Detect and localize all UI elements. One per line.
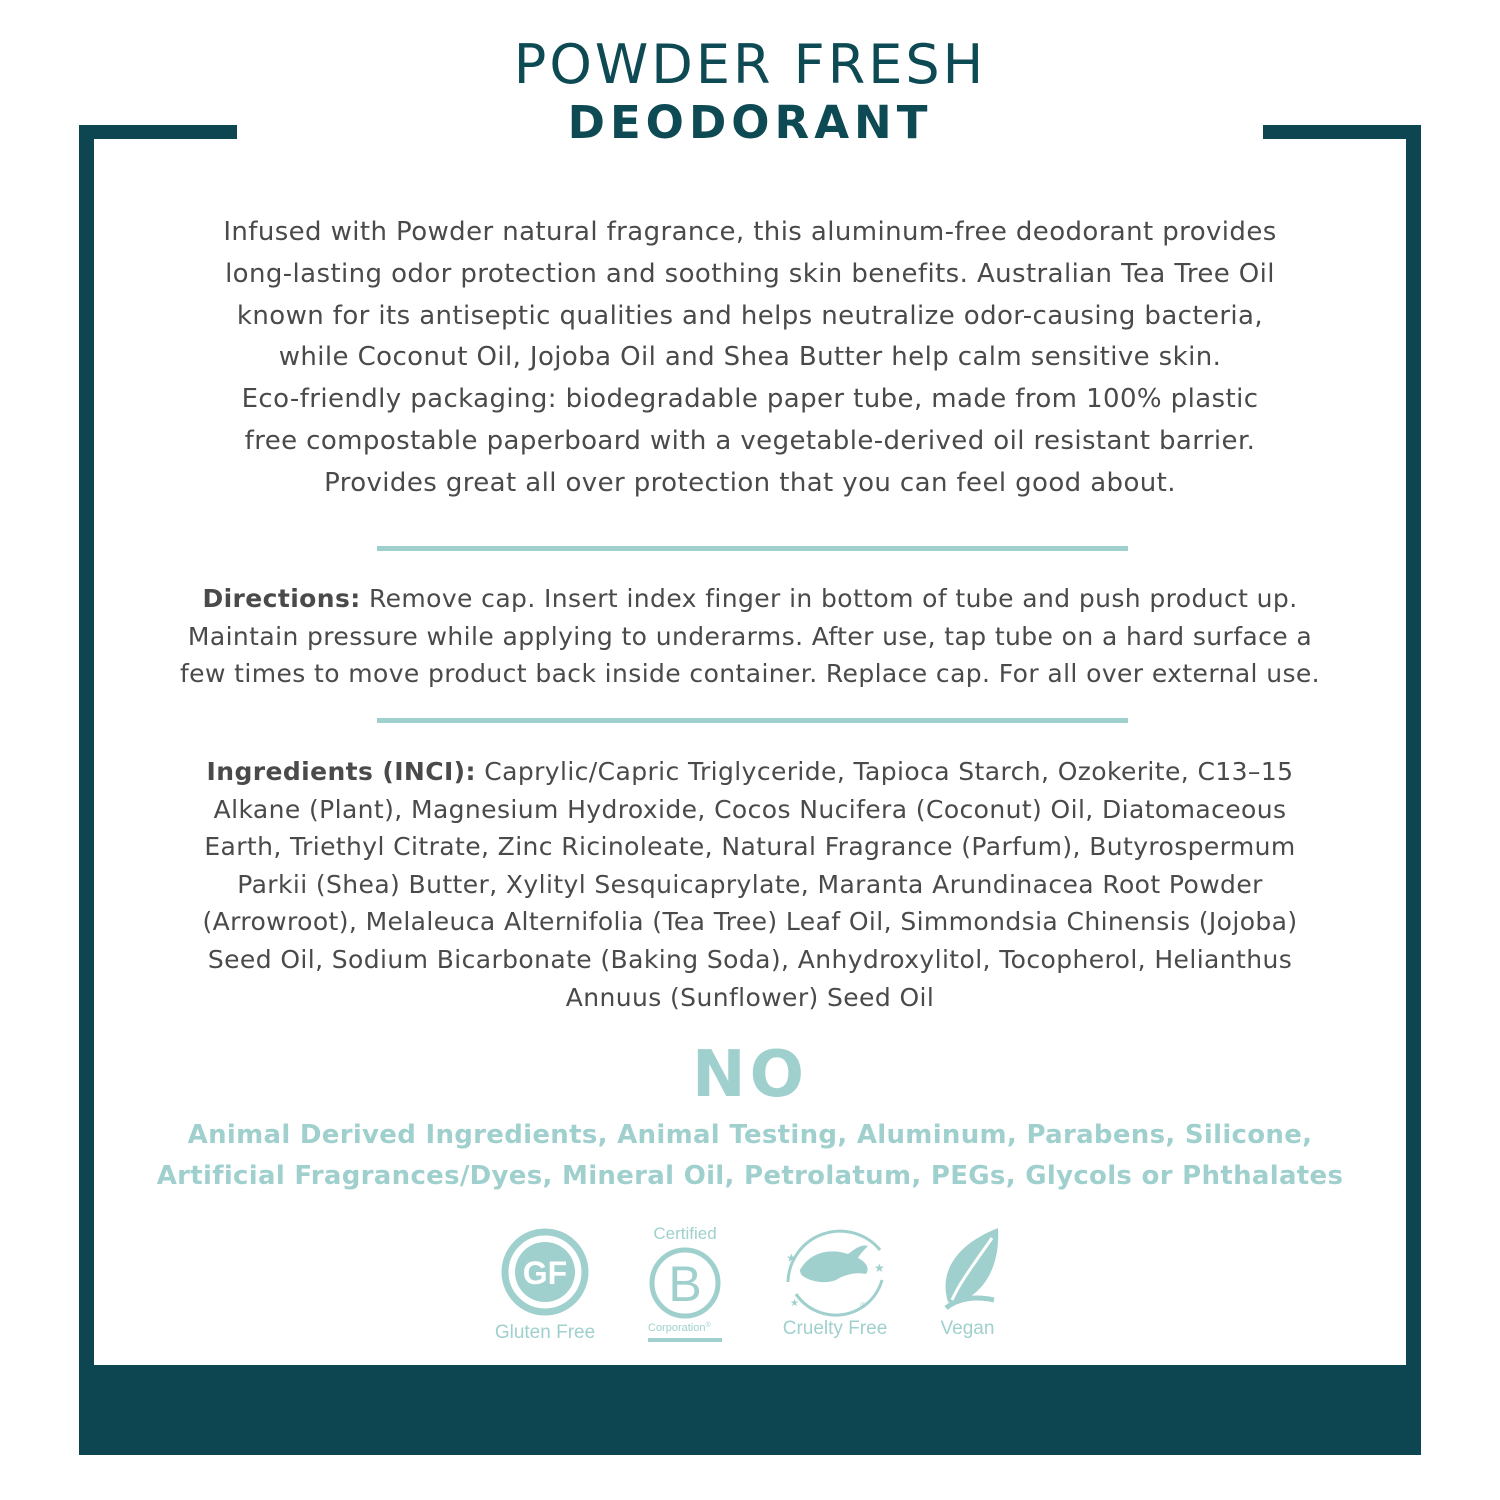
leaf-icon xyxy=(930,1222,1005,1317)
bcorp-reg-mark: ® xyxy=(705,1322,711,1329)
description-line: Infused with Powder natural fragrance, this aluminum-free deodorant provides xyxy=(223,217,1277,247)
description-line: Provides great all over protection that you can feel good about. xyxy=(324,467,1176,498)
divider-bottom xyxy=(377,718,1128,723)
frame-top-left xyxy=(79,125,237,139)
free-from-heading: NO xyxy=(692,1038,808,1112)
svg-text:★: ★ xyxy=(874,1261,885,1275)
bcorp-top-text: Certified xyxy=(653,1224,717,1243)
description-line: known for its antiseptic qualities and helps neutralize odor-causing bacteria, xyxy=(236,300,1264,331)
product-title: POWDER FRESH xyxy=(513,33,987,96)
directions-label: Directions: xyxy=(202,584,361,613)
directions-line: few times to move product back inside container. Replace cap. For all over external use. xyxy=(179,659,1321,688)
ingredients-line: Seed Oil, Sodium Bicarbonate (Baking Soda), Anhydroxylitol, Tocopherol, Helianthus xyxy=(207,944,1293,974)
cruelty-free-caption: Cruelty Free xyxy=(782,1318,888,1339)
description-line: long-lasting odor protection and soothing skin benefits. Australian Tea Tree Oil xyxy=(225,258,1275,289)
divider-top xyxy=(377,546,1128,551)
bcorp-icon xyxy=(640,1246,730,1326)
svg-text:★: ★ xyxy=(790,1298,799,1309)
cruelty-free-badge xyxy=(770,1222,900,1352)
svg-text:★: ★ xyxy=(786,1251,797,1265)
ingredients-line: Alkane (Plant), Magnesium Hydroxide, Cocos Nucifera (Coconut) Oil, Diatomaceous xyxy=(213,794,1287,824)
gluten-free-badge xyxy=(490,1222,600,1352)
cruelty-free-reg-mark: ® xyxy=(860,1301,866,1310)
free-from-line: Animal Derived Ingredients, Animal Testing, Aluminum, Parabens, Silicone, xyxy=(187,1120,1313,1150)
product-subtitle: DEODORANT xyxy=(567,96,933,149)
bcorp-bottom-text: Corporation xyxy=(648,1322,706,1334)
certification-badges xyxy=(0,1222,1500,1352)
description-line: while Coconut Oil, Jojoba Oil and Shea Butter help calm sensitive skin. xyxy=(278,342,1222,373)
leaping-bunny-icon xyxy=(770,1222,900,1317)
ingredients-line: Annuus (Sunflower) Seed Oil xyxy=(565,982,935,1012)
directions-section xyxy=(120,580,1380,693)
ingredients-line: Earth, Triethyl Citrate, Zinc Ricinoleate, Natural Fragrance (Parfum), Butyrospermum xyxy=(204,832,1296,862)
gluten-free-icon xyxy=(490,1222,600,1322)
ingredients-line xyxy=(140,753,1360,791)
bcorp-bottom-line xyxy=(648,1322,724,1334)
free-from-line: Artificial Fragrances/Dyes, Mineral Oil, Petrolatum, PEGs, Glycols or Phthalates xyxy=(156,1161,1344,1191)
frame-top-right xyxy=(1263,125,1421,139)
description-line: free compostable paperboard with a vegetable-derived oil resistant barrier. xyxy=(244,425,1256,456)
vegan-caption: Vegan xyxy=(940,1318,995,1339)
frame-bottom-bar xyxy=(79,1365,1421,1455)
ingredients-label: Ingredients (INCI): xyxy=(206,757,476,786)
directions-line xyxy=(120,580,1380,618)
bcorp-mark: B xyxy=(668,1256,702,1312)
gluten-free-caption: Gluten Free xyxy=(494,1322,596,1343)
ingredients-line: Parkii (Shea) Butter, Xylityl Sesquicaprylate, Maranta Arundinacea Root Powder xyxy=(237,869,1263,899)
directions-line: Maintain pressure while applying to underarms. After use, tap tube on a hard surface a xyxy=(187,621,1313,651)
bcorp-underline xyxy=(648,1338,722,1342)
vegan-badge xyxy=(930,1222,1005,1352)
free-from-list xyxy=(140,1115,1360,1197)
bcorp-badge xyxy=(640,1222,730,1352)
description-line: Eco-friendly packaging: biodegradable paper tube, made from 100% plastic xyxy=(241,384,1259,415)
gluten-free-mark: GF xyxy=(522,1255,568,1291)
ingredients-section xyxy=(140,753,1360,1016)
product-description xyxy=(130,212,1370,505)
ingredients-text: Caprylic/Capric Triglyceride, Tapioca Starch, Ozokerite, C13–15 xyxy=(475,757,1294,786)
directions-text: Remove cap. Insert index finger in bottom of tube and push product up. xyxy=(360,584,1298,613)
ingredients-line: (Arrowroot), Melaleuca Alternifolia (Tea Tree) Leaf Oil, Simmondsia Chinensis (Jojoba) xyxy=(202,907,1298,937)
